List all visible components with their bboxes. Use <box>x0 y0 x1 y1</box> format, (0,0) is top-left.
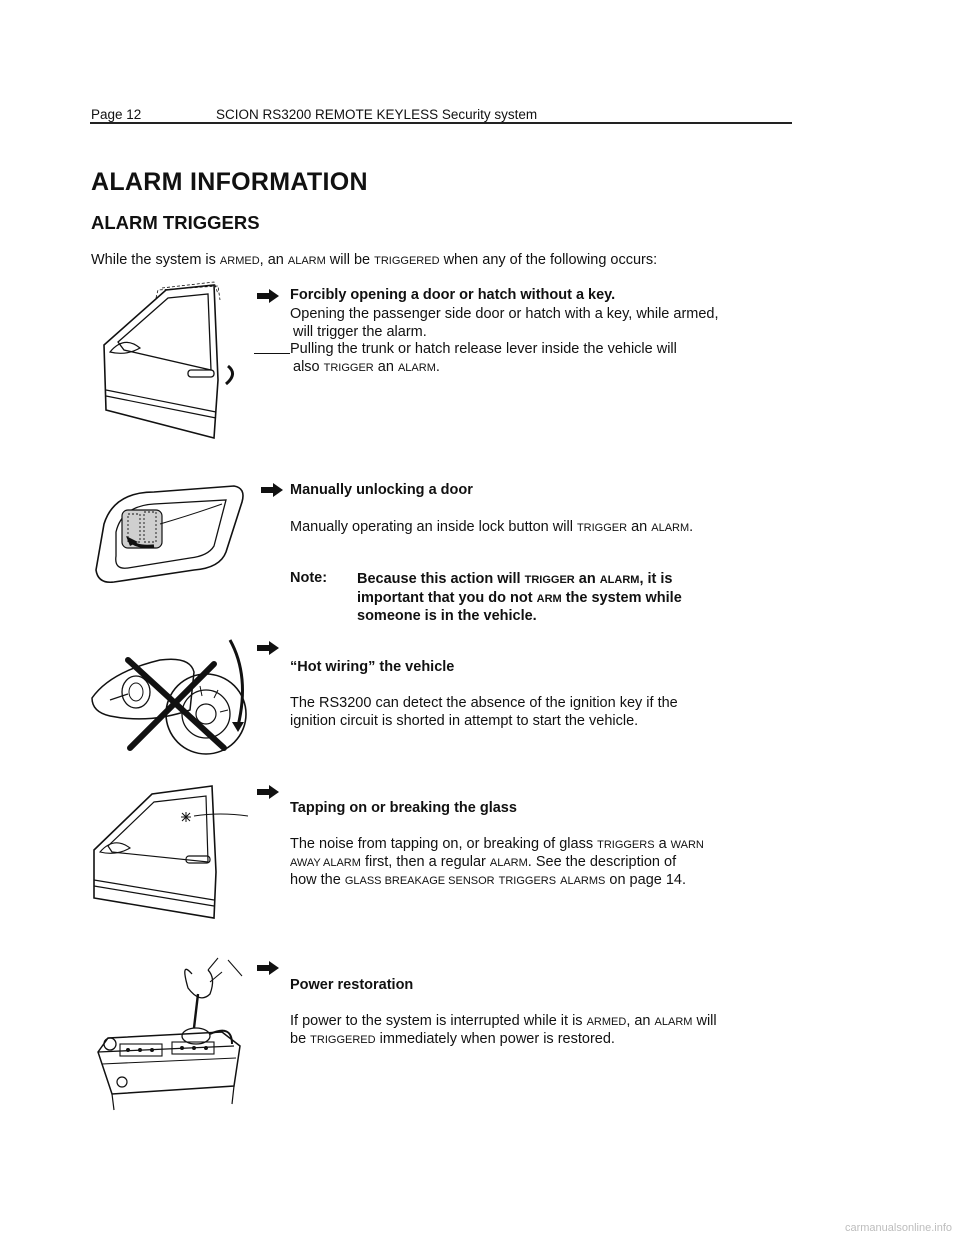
unlock-text: . <box>689 519 694 535</box>
power-text: be <box>290 1031 311 1047</box>
term-alarm: ALARM <box>489 857 528 869</box>
unlock-text: an <box>627 519 652 535</box>
door-line-2: will trigger the alarm. <box>293 324 427 340</box>
term-arm: ARM <box>536 593 562 605</box>
car-door-window-illustration <box>90 782 250 922</box>
ignition-illustration <box>90 620 250 770</box>
power-line-2 <box>290 1030 615 1049</box>
power-text: , an <box>626 1013 655 1029</box>
car-door-illustration <box>96 280 246 440</box>
glass-text: . See the description of <box>527 854 677 870</box>
term-alarm: ALARM <box>397 362 436 374</box>
term-triggered: TRIGGERED <box>310 1034 376 1046</box>
term-armed: ARMED <box>219 255 260 267</box>
term-away-alarm: AWAY ALARM <box>290 857 361 869</box>
door-line-3: Pulling the trunk or hatch release lever inside the vehicle will <box>290 341 677 357</box>
door-line-4 <box>293 358 440 377</box>
door-title: Forcibly opening a door or hatch without a key. <box>290 287 616 303</box>
hotwire-title: “Hot wiring” the vehicle <box>290 659 455 675</box>
arrow-right-icon <box>256 784 280 800</box>
glass-text: on page 14. <box>605 872 687 888</box>
power-text: If power to the system is interrupted while it is <box>290 1013 587 1029</box>
glass-line-1 <box>290 835 704 854</box>
term-alarm: ALARM <box>651 522 690 534</box>
door-text: . <box>435 359 440 375</box>
power-text: will <box>692 1013 717 1029</box>
glass-text: first, then a regular <box>360 854 490 870</box>
intro-text: will be <box>325 252 375 268</box>
unlock-text: Manually operating an inside lock button will <box>290 519 577 535</box>
leader-line <box>254 353 290 354</box>
page-number: Page 12 <box>91 107 142 122</box>
arrow-right-icon <box>260 482 284 498</box>
term-alarm: ALARM <box>599 574 640 586</box>
door-handle-illustration <box>94 484 246 586</box>
term-trigger: TRIGGER <box>524 574 575 586</box>
power-title: Power restoration <box>290 977 414 993</box>
intro-text: when any of the following occurs: <box>439 252 658 268</box>
note-text: an <box>574 571 600 587</box>
running-title: SCION RS3200 REMOTE KEYLESS Security system <box>216 107 538 122</box>
note-text: the system while <box>561 590 682 606</box>
glass-line-2 <box>290 853 676 872</box>
intro-text: , an <box>259 252 288 268</box>
term-glass-breakage-sensor: GLASS BREAKAGE SENSOR <box>344 875 495 887</box>
door-line-1: Opening the passenger side door or hatch with a key, while armed, <box>290 306 719 322</box>
unlock-title: Manually unlocking a door <box>290 482 473 498</box>
term-triggered: TRIGGERED <box>374 255 440 267</box>
header-rule <box>90 122 792 124</box>
note-text: Because this action will <box>357 571 525 587</box>
glass-text: a <box>654 836 671 852</box>
section-heading: ALARM TRIGGERS <box>91 212 260 233</box>
power-line-1 <box>290 1012 717 1031</box>
term-triggers: TRIGGERS <box>498 875 557 887</box>
glass-text: how the <box>290 872 345 888</box>
hotwire-line-1: The RS3200 can detect the absence of the ignition key if the <box>290 695 678 711</box>
term-alarm: ALARM <box>654 1016 693 1028</box>
watermark: carmanualsonline.info <box>844 1222 952 1234</box>
note-label: Note: <box>290 570 328 586</box>
term-warn: WARN <box>670 839 704 851</box>
note-line-2 <box>357 589 682 609</box>
page-title: ALARM INFORMATION <box>91 168 368 196</box>
arrow-right-icon <box>256 288 280 304</box>
power-text: immediately when power is restored. <box>375 1031 615 1047</box>
term-trigger: TRIGGER <box>323 362 374 374</box>
unlock-line-1 <box>290 518 693 537</box>
term-alarm: ALARM <box>287 255 326 267</box>
term-triggers: TRIGGERS <box>597 839 655 851</box>
glass-line-3 <box>290 871 686 890</box>
glass-title: Tapping on or breaking the glass <box>290 800 517 816</box>
note-text: , it is <box>639 571 673 587</box>
arrow-right-icon <box>256 960 280 976</box>
note-line-3: someone is in the vehicle. <box>357 608 537 624</box>
battery-illustration <box>92 954 252 1114</box>
intro-text: While the system is <box>91 252 220 268</box>
intro-paragraph <box>91 252 657 268</box>
term-alarms: ALARMS <box>560 875 606 887</box>
door-text: also <box>293 359 324 375</box>
arrow-right-icon <box>256 640 280 656</box>
door-text: an <box>373 359 398 375</box>
term-armed: ARMED <box>586 1016 627 1028</box>
hotwire-line-2: ignition circuit is shorted in attempt to start the vehicle. <box>290 713 639 729</box>
note-line-1 <box>357 570 672 590</box>
term-trigger: TRIGGER <box>576 522 628 534</box>
note-text: important that you do not <box>357 590 537 606</box>
glass-text: The noise from tapping on, or breaking of glass <box>290 836 598 852</box>
